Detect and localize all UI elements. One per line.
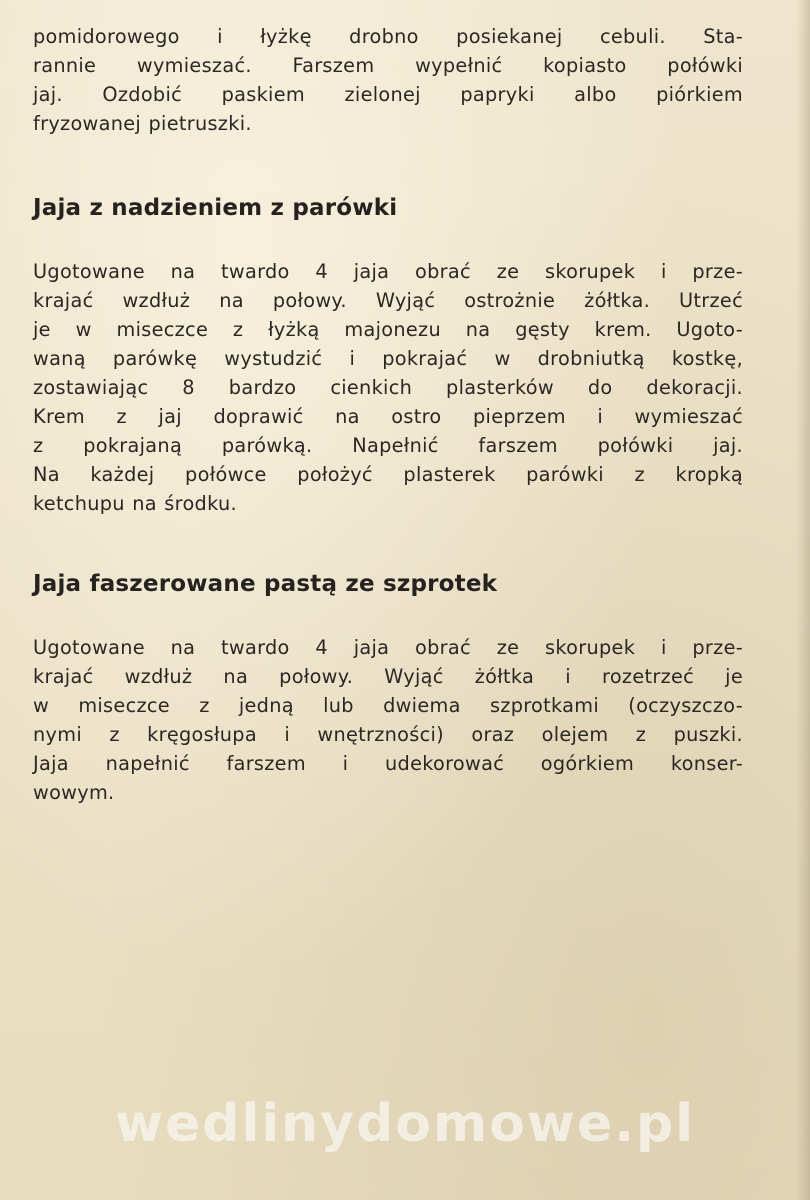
recipe-body [33,257,743,518]
text-line: krajać wzdłuż na połowy. Wyjąć ostrożnie żółtka. Utrzeć [33,289,743,312]
text-line: wowym. [33,781,115,804]
text-line: ketchupu na środku. [33,492,237,515]
intro-paragraph [33,22,743,138]
text-line: Jaja napełnić farszem i udekorować ogórkiem konser- [33,752,743,775]
text-line: waną parówkę wystudzić i pokrajać w drobniutką kostkę, [33,347,743,370]
text-line: nymi z kręgosłupa i wnętrzności) oraz olejem z puszki. [33,723,743,746]
text-line: krajać wzdłuż na połowy. Wyjąć żółtka i rozetrzeć je [33,665,743,688]
text-line: fryzowanej pietruszki. [33,112,252,135]
text-line: z pokrajaną parówką. Napełnić farszem połówki jaj. [33,434,743,457]
text-line: rannie wymieszać. Farszem wypełnić kopiasto połówki [33,54,743,77]
text-line: w miseczce z jedną lub dwiema szprotkami (oczyszczo- [33,694,743,717]
page-edge-shadow [796,0,810,1200]
recipe-title: Jaja faszerowane pastą ze szprotek [33,571,498,597]
text-line: Ugotowane na twardo 4 jaja obrać ze skorupek i prze- [33,636,743,659]
text-line: Krem z jaj doprawić na ostro pieprzem i wymieszać [33,405,743,428]
text-line: je w miseczce z łyżką majonezu na gęsty krem. Ugoto- [33,318,743,341]
text-line: Na każdej połówce położyć plasterek parówki z kropką [33,463,743,486]
text-line: jaj. Ozdobić paskiem zielonej papryki albo piórkiem [33,83,743,106]
text-line: zostawiając 8 bardzo cienkich plasterków do dekoracji. [33,376,743,399]
text-line: pomidorowego i łyżkę drobno posiekanej cebuli. Sta- [33,25,743,48]
page-content [33,22,743,807]
recipe-title: Jaja z nadzieniem z parówki [33,195,398,221]
text-line: Ugotowane na twardo 4 jaja obrać ze skorupek i prze- [33,260,743,283]
watermark: wedlinydomowe.pl [114,1094,696,1154]
recipe-body [33,633,743,807]
